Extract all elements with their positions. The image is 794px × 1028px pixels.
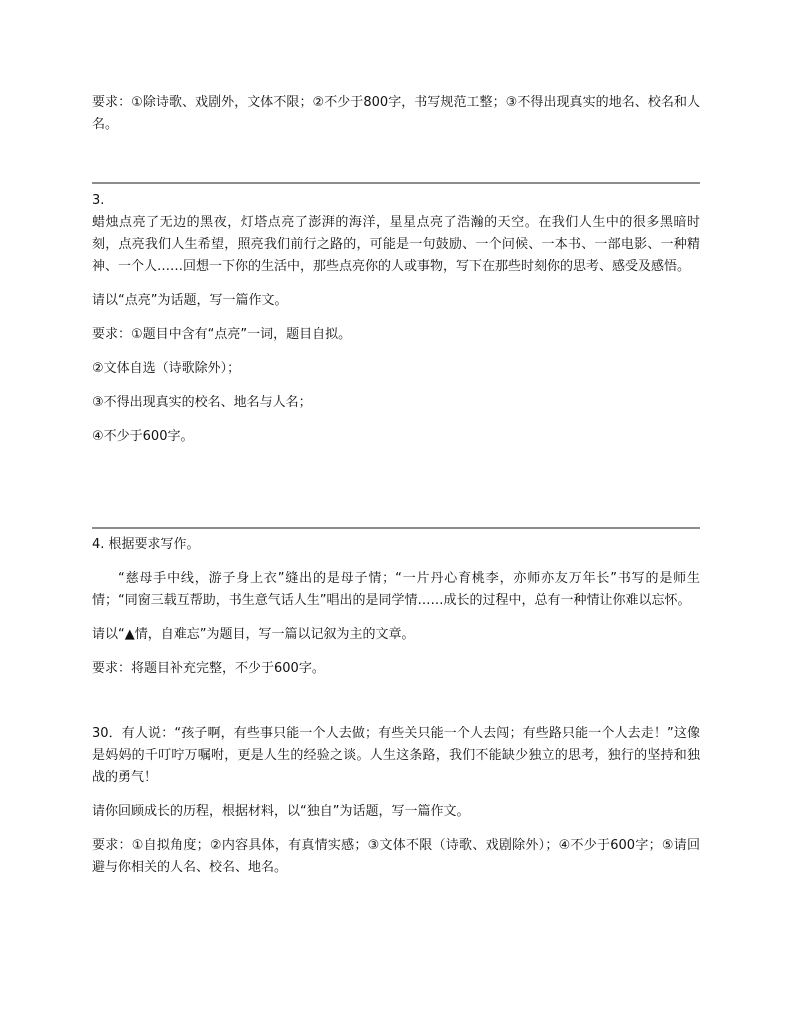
section-4-prompt: 请以“▲情，自难忘”为题目，写一篇以记叙为主的文章。 [92,627,415,642]
section-30-requirement: 要求：①自拟角度；②内容具体，有真情实感；③文体不限（诗歌、戏剧除外）；④不少于600字；⑤请回避与你相关的人名、校名、地名。 [92,838,700,875]
section-3-requirement-1: 要求：①题目中含有“点亮”一词，题目自拟。 [92,327,352,342]
section-4 [92,534,700,680]
section-4-requirement: 要求：将题目补充完整，不少于600字。 [92,661,325,676]
section-3 [92,190,700,448]
section-3-material: 蜡烛点亮了无边的黑夜，灯塔点亮了澎湃的海洋，星星点亮了浩瀚的天空。在我们人生中的很多黑暗时刻，点亮我们人生希望，照亮我们前行之路的，可能是一句鼓励、一个问候、一本书、一部电影、一种精神、一个人……回想一下你的生活中，那些点亮你的人或事物，写下在那些时刻你的思考、感受及感悟。 [92,215,700,274]
section-4-heading: 4. 根据要求写作。 [92,537,200,552]
section-3-requirement-3: ③不得出现真实的校名、地名与人名； [92,395,312,410]
divider-1 [92,182,700,184]
section-3-requirement-2: ②文体自选（诗歌除外）； [92,361,241,376]
section-30-material: 30．有人说：“孩子啊，有些事只能一个人去做；有些关只能一个人去闯；有些路只能一个人去走！”这像是妈妈的千叮咛万嘱咐，更是人生的经验之谈。人生这条路，我们不能缺少独立的思考，独行的坚持和独战的勇气！ [92,726,700,785]
section-4-material: “慈母手中线，游子身上衣”缝出的是母子情；“一片丹心育桃李，亦师亦友万年长”书写的是师生情；“同窗三载互帮助，书生意气话人生”唱出的是同学情……成长的过程中，总有一种情让你难以忘怀。 [92,571,700,608]
section-3-requirement-4: ④不少于600字。 [92,429,194,444]
section-30-prompt: 请你回顾成长的历程，根据材料，以“独自”为话题，写一篇作文。 [92,804,470,819]
section-30 [92,723,700,879]
section-2-requirement: 要求：①除诗歌、戏剧外，文体不限；②不少于800字，书写规范工整；③不得出现真实的地名、校名和人名。 [92,95,700,132]
section-3-number: 3. [92,193,105,208]
section-3-prompt: 请以“点亮”为话题，写一篇作文。 [92,293,288,308]
divider-2 [92,527,700,529]
section-2 [92,92,700,136]
